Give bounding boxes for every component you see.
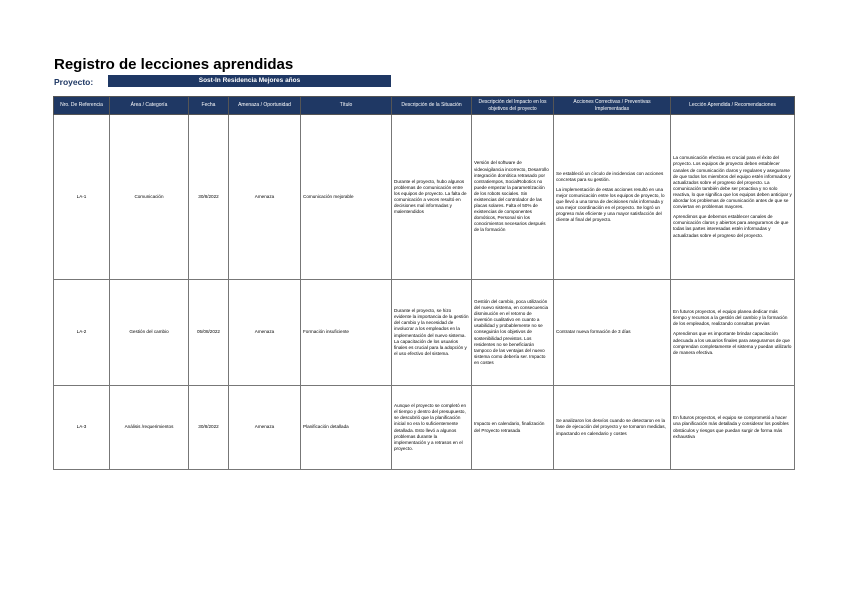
cell-area: Gestión del cambio: [110, 280, 189, 386]
action-text: Se analizaron los desvíos cuando se detectaron en la fase de ejecución del proyecto y se tomaron medidas, impactando en calendario y costes: [556, 418, 666, 436]
header-area: Área / Categoría: [110, 97, 189, 115]
cell-type: Amenaza: [229, 386, 301, 470]
cell-ref: LA-1: [54, 115, 110, 280]
cell-situation: Durante el proyecto, hubo algunos problemas de comunicación entre los equipos de proyecto. La falta de comunicación a veces resultó en decisiones mal informadas y malentendidos: [392, 115, 472, 280]
cell-type: Amenaza: [229, 115, 301, 280]
cell-lessons: [671, 115, 795, 280]
cell-date: 30/8/2022: [189, 115, 229, 280]
cell-situation: Durante el proyecto, se hizo evidente la importancia de la gestión del cambio y la necesidad de involucrar a los empleados en la implementación del nuevo sistema. La capacitación de los usuarios finales es crucial para la adopción y el uso efectivo del sistema.: [392, 280, 472, 386]
cell-impact: Gestión del cambio, poca utilización del nuevo sistema, en consecuencia disminución en el retorno de inversión cualitativo en cuanto a usabilidad y probablemente no se conseguirán los objetivos de sostenibilidad previstos. Los residentes no se beneficiarán tampoco de las ventajas del nuevo sistema como debería ser. Impacto en costes: [472, 280, 554, 386]
cell-actions: [554, 115, 671, 280]
lesson-text: Aprendimos que debemos establecer canales de comunicación claros y abiertos para asegurarnos de que todas las partes interesadas estén informadas y actualizadas sobre el progreso del proyecto.: [673, 214, 789, 238]
action-text: Se estableció un círculo de incidencias con acciones concretas para su gestión.: [556, 170, 664, 182]
cell-impact: Versión del software de videovigilancia incorrecto, Desarrollo integración domótica retrasado por contratiempos, SocialRobotics no puede empezar la parametrización de los robots sociales. Sin existencias del controlador de las placas solares. Falta el 50% de existencias de componentes domóticos, Personal sin los conocimientos necesarios después de la formación: [472, 115, 554, 280]
lesson-text: Aprendimos que es importante brindar capacitación adecuada a los usuarios finales para asegurarnos de que comprendan completamente el sistema y puedan utilizarlo de manera efectiva.: [673, 331, 792, 355]
cell-lessons: [671, 280, 795, 386]
cell-type: Amenaza: [229, 280, 301, 386]
lesson-text: La comunicación efectiva es crucial para el éxito del proyecto. Los equipos de proyecto deben establecer canales de comunicación claros y regulares y asegurarse de que todos los miembros del equipo estén informados y actualizados sobre el progreso del proyecto. La comunicación también debe ser proactiva y no solo reactiva, lo que significa que los equipos deben anticipar y abordar los problemas de comunicación antes de que se conviertan en problemas mayores.: [673, 155, 792, 210]
cell-area: Análisis /requerimientos: [110, 386, 189, 470]
cell-ref: LA-2: [54, 280, 110, 386]
cell-title: Formación insuficiente: [301, 280, 392, 386]
cell-lessons: [671, 386, 795, 470]
table-header-row: [54, 97, 795, 115]
header-type: Amenaza / Oportunidad: [229, 97, 301, 115]
header-situation: Descripción de la Situación: [392, 97, 472, 115]
header-ref: Nro. De Referencia: [54, 97, 110, 115]
cell-ref: LA-3: [54, 386, 110, 470]
cell-impact: Impacto en calendario, finalización del Proyecto retrasada: [472, 386, 554, 470]
cell-title: Planificación detallada: [301, 386, 392, 470]
table-row: [54, 386, 795, 470]
cell-title: Comunicación mejorable: [301, 115, 392, 280]
project-name: Sost-In Residencia Mejores años: [108, 75, 391, 87]
cell-date: 30/8/2022: [189, 386, 229, 470]
cell-date: 05/08/2022: [189, 280, 229, 386]
project-label: Proyecto:: [54, 77, 94, 87]
lesson-text: En futuros proyectos, el equipo se comprometió a hacer una planificación más detallada y considerar los posibles obstáculos y riesgos que puedan surgir de forma más exhaustiva: [673, 415, 789, 439]
cell-situation: Aunque el proyecto se completó en el tiempo y dentro del presupuesto, se descubrió que la planificación inicial no era lo suficientemente detallada. Esto llevó a algunos problemas durante la implementación y a retrasos en el proyecto.: [392, 386, 472, 470]
header-actions: Acciones Correctivas / Preventivas Implementadas: [554, 97, 671, 115]
cell-area: Comunicación: [110, 115, 189, 280]
action-text: Contratar nueva formación de 3 días: [556, 329, 631, 335]
page-title: Registro de lecciones aprendidas: [54, 56, 294, 73]
cell-actions: [554, 280, 671, 386]
header-lessons: Lección Aprendida / Recomendaciones: [671, 97, 795, 115]
header-date: Fecha: [189, 97, 229, 115]
lesson-text: En futuros proyectos, el equipo planea dedicar más tiempo y recursos a la gestión del cambio y la formación de los empleados, realizando consultas previas: [673, 309, 788, 327]
cell-actions: [554, 386, 671, 470]
action-text: La implementación de estas acciones resultó en una mejor comunicación entre los equipos de proyecto, lo que llevó a una toma de decisiones más informada y una mejor coordinación en el proyecto. Se logró un progreso más eficiente y una mayor satisfacción del cliente al final del proyecto.: [556, 186, 665, 223]
table-row: [54, 115, 795, 280]
lessons-table: [53, 96, 795, 470]
header-title: Título: [301, 97, 392, 115]
table-row: [54, 280, 795, 386]
header-impact: Descripción del Impacto en los objetivos del proyecto: [472, 97, 554, 115]
